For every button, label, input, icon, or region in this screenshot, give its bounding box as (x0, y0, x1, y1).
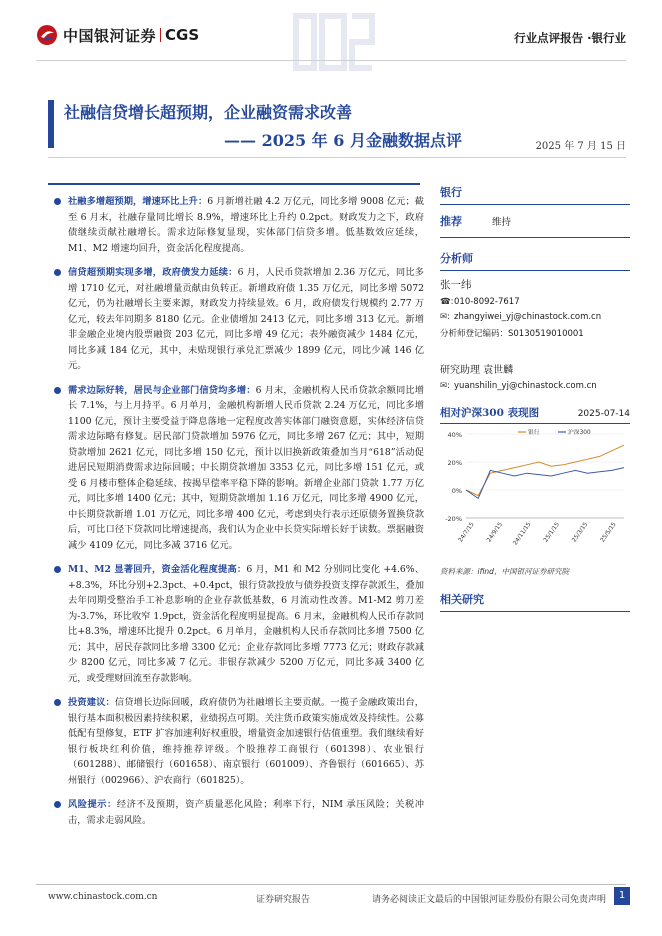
chart-x-tick-label: 24/9/15 (486, 521, 505, 544)
analyst-heading: 分析师 (440, 250, 630, 271)
related-research-heading: 相关研究 (440, 591, 630, 612)
assistant-name: 研究助理 袁世麟 (440, 365, 514, 376)
chart-legend-label: 沪深300 (568, 430, 591, 436)
bullet-demand (52, 383, 424, 554)
footer-report-type: 证券研究报告 (256, 895, 311, 905)
bullet-heading: M1、M2 显著回升，资金活化程度提高： (68, 564, 247, 575)
chart-y-tick-label: 40% (447, 431, 462, 439)
sidebar (440, 184, 630, 612)
assistant-email[interactable] (440, 381, 630, 391)
bullet-heading: 风险提示： (68, 799, 117, 810)
chart-x-tick-label: 25/3/15 (571, 521, 590, 544)
chart-date: 2025-07-14 (577, 409, 630, 419)
email-icon: ✉: (440, 381, 450, 391)
rating-row (440, 213, 630, 238)
chart-series-line (466, 445, 624, 495)
chart-series-line (466, 468, 624, 499)
bullet-text: 经济不及预期，资产质量恶化风险；利率下行，NIM 承压风险；关税冲击，需求走弱风险。 (68, 799, 424, 826)
bullet-text: 6 月末，金融机构人民币贷款余额同比增长 7.1%，与上月持平。6 月单月，金融机构新增人民币贷款 2.24 万亿元，同比多增 1100 亿元，预计主要受益于降息落地一定程度改善实体部门融资意愿，实体经济信贷需求边际略有修复。居民部门贷款增加 5976 亿元，同比多增 267 亿元；其中，短期贷款增加 2621 亿元，同比多增 150 亿元，预计以旧换新政策叠加当月“618”活动促进居民短期消费需求边际回暖；中长期贷款增加 3353 亿元，同比多增 151 亿元，或受 6 月楼市整体企稳延续、按揭早偿率平稳下降的影响。新增企业部门贷款 1.77 万亿元，同比多增 1400 亿元；其中，短期贷款增加 1.16 万亿元，同比多增 4900 亿元，中长期贷款新增 1.01 万亿元，同比多增 400 亿元，考虑到央行表示还原债务置换贷款后，可比口径下贷款同比增速提高，我们认为企业中长贷实际增长好于读数。票据融资减少 4109 亿元，同比多减 3716 亿元。 (68, 384, 425, 551)
company-logo (36, 24, 199, 46)
bullet-money-supply (52, 562, 424, 686)
bullet-investment-advice (52, 695, 424, 788)
page-title: 社融信贷增长超预期，企业融资需求改善 (64, 103, 353, 122)
summary-body (52, 190, 424, 828)
analyst-registration (440, 327, 630, 339)
logo-text-cn: 中国银河证券 (63, 26, 157, 45)
bullet-heading: 信贷超预期实现多增，政府债发力延续： (68, 267, 238, 278)
email-icon: ✉: (440, 312, 450, 322)
analyst-phone-number: 010-8092-7617 (454, 297, 520, 307)
rating-value: 维持 (492, 217, 512, 228)
bullet-heading: 投资建议： (68, 697, 115, 708)
page-number: 1 (614, 887, 630, 905)
bullet-credit (52, 265, 424, 374)
bullet-heading: 需求边际好转，居民与企业部门信贷均多增： (68, 384, 256, 396)
bullet-risk (52, 797, 424, 828)
footer-website[interactable]: www.chinastock.com.cn (48, 892, 158, 902)
bullet-text: 6 月，M1 和 M2 分别同比变化 +4.6%、+8.3%，环比分别+2.3pct、+0.4pct，银行贷款投放与债券投资支撑存款派生，叠加去年同期受整治手工补息影响的企业存款低基数，6 月流动性改善。M1-M2 剪刀差为-3.7%，环比收窄 1.9pct，资金活化程度明显提高。6 月末，金融机构人民币存款同比+8.3%，增速环比提升 0.2pct。6 月单月，金融机构人民币存款同比多增 7500 亿元；其中，居民存款同比多增 3300 亿元；企业存款同比多增 7773 亿元；财政存款减少 8200 亿元，同比多减 7 亿元。非银存款减少 5200 万亿元，同比多减 3400 亿元，或受理财回流至存款影响。 (68, 564, 424, 684)
title-accent-bar (48, 100, 54, 148)
report-date: 2025 年 7 月 15 日 (535, 141, 626, 152)
chart-x-tick-label: 25/5/15 (599, 521, 618, 544)
rating-label: 推荐 (440, 215, 462, 228)
chart-header (440, 405, 630, 424)
industry-label: 银行 (440, 184, 630, 205)
report-type-label: 行业点评报告 ·银行业 (514, 31, 626, 45)
bullet-text: 信贷增长边际回暖，政府债仍为社融增长主要贡献。一揽子金融政策出台，银行基本面积极因素持续积累，业绩拐点可期。关注货币政策实施成效及持续性。公募低配有望修复，ETF 扩容加速利好权重股，增量资金加速银行估值重塑。我们继续看好银行板块红利价值，维持推荐评级。个股推荐工商银行（601398）、农业银行（601288）、邮储银行（601658）、南京银行（601009）、齐鲁银行（601665）、苏州银行（002966）、沪农商行（601825）。 (68, 697, 424, 786)
analyst-name: 张一纬 (440, 279, 472, 291)
phone-icon: ☎: (440, 297, 454, 307)
chart-title: 相对沪深300 表现图 (440, 407, 540, 419)
bullet-text: 6 月新增社融 4.2 万亿元，同比多增 9008 亿元；截至 6 月末，社融存量同比增长 8.9%，增速环比上升约 0.2pct。财政发力之下，政府债继续贡献社融增长。需求边际修复显现，实体部门信贷多增。低基数效应延续，M1、M2 增速均回升，资金活化程度提高。 (68, 196, 424, 254)
footer-divider (36, 884, 626, 885)
chart-x-tick-label: 24/11/15 (512, 521, 533, 547)
chart-legend-label: 银行 (528, 430, 540, 436)
assistant-email-address[interactable]: yuanshilin_yj@chinastock.com.cn (454, 381, 597, 391)
relative-performance-chart (440, 426, 630, 558)
logo-separator (160, 28, 161, 42)
analyst-email[interactable] (440, 312, 630, 322)
header-divider (36, 60, 626, 61)
bullet-social-financing (52, 194, 424, 256)
chart-x-tick-label: 24/7/15 (457, 521, 476, 544)
chart-y-tick-label: -20% (445, 515, 462, 523)
bullet-heading: 社融多增超预期，增速环比上升： (68, 196, 208, 207)
summary-top-divider (48, 183, 420, 185)
chart-y-tick-label: 0% (451, 487, 462, 495)
title-divider (48, 157, 626, 158)
chart-x-tick-label: 25/1/15 (543, 521, 561, 544)
logo-text-en: CGS (165, 26, 200, 44)
analyst-email-address[interactable]: zhangyiwei_yj@chinastock.com.cn (454, 312, 602, 322)
analyst-phone (440, 297, 630, 307)
bullet-text: 6 月，人民币贷款增加 2.36 万亿元，同比多增 1710 亿元，对社融增量贡献由负转正。新增政府债 1.35 万亿元，同比多增 5072 亿元，仍为社融增长主要来源，财政发力持续显效。6 月，政府债发行规模约 2.77 万亿元，较去年同期多 8180 亿元。企业债增加 2413 亿元，同比多增 313 亿元。新增非金融企业境内股票融资 203 亿元，同比多增 49 亿元；表外融资减少 1484 亿元，同比多减 184 亿元，其中，未贴现银行承兑汇票减少 1899 亿元，同比少减 146 亿元。 (68, 267, 424, 371)
cgs-logo-icon (36, 24, 58, 46)
chart-source: 资料来源：ifind，中国银河证券研究院 (440, 567, 569, 576)
cgs-watermark-icon (288, 8, 378, 76)
chart-y-tick-label: 20% (447, 459, 462, 467)
page-subtitle: —— 2025 年 6 月金融数据点评 (224, 131, 462, 150)
footer-disclaimer: 请务必阅读正文最后的中国银河证券股份有限公司免责声明 (372, 895, 607, 905)
analyst-registration-text: 分析师登记编码：S0130519010001 (440, 329, 584, 339)
